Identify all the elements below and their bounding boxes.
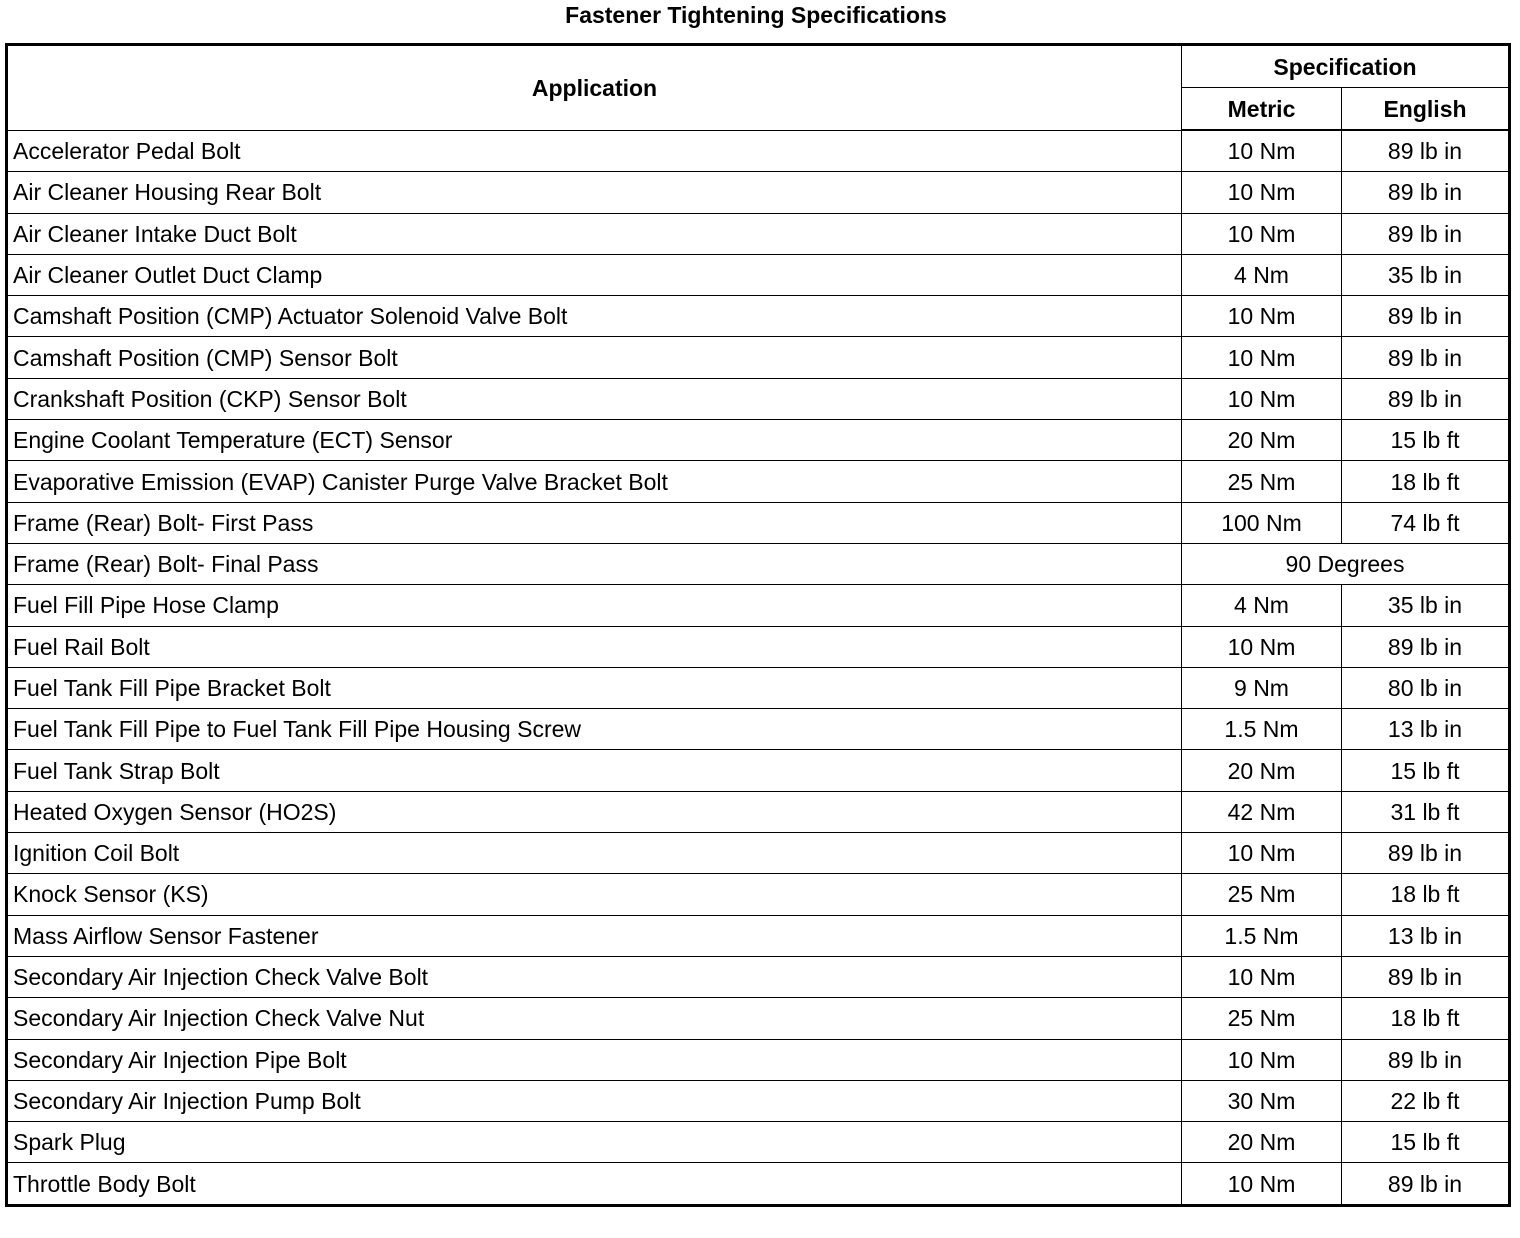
english-cell: 89 lb in bbox=[1342, 130, 1510, 172]
application-cell: Fuel Tank Fill Pipe to Fuel Tank Fill Pipe Housing Screw bbox=[7, 709, 1182, 750]
table-row bbox=[7, 956, 1510, 997]
english-cell: 89 lb in bbox=[1342, 956, 1510, 997]
application-cell: Secondary Air Injection Check Valve Bolt bbox=[7, 956, 1182, 997]
application-cell: Camshaft Position (CMP) Sensor Bolt bbox=[7, 337, 1182, 378]
metric-cell: 20 Nm bbox=[1182, 1122, 1342, 1163]
table-row bbox=[7, 1039, 1510, 1080]
application-cell: Throttle Body Bolt bbox=[7, 1163, 1182, 1205]
table-row bbox=[7, 1122, 1510, 1163]
metric-cell: 25 Nm bbox=[1182, 998, 1342, 1039]
table-row bbox=[7, 709, 1510, 750]
application-cell: Frame (Rear) Bolt- First Pass bbox=[7, 502, 1182, 543]
metric-cell: 10 Nm bbox=[1182, 130, 1342, 172]
application-cell: Camshaft Position (CMP) Actuator Solenoid Valve Bolt bbox=[7, 296, 1182, 337]
metric-cell: 10 Nm bbox=[1182, 378, 1342, 419]
table-row bbox=[7, 915, 1510, 956]
english-cell: 31 lb ft bbox=[1342, 791, 1510, 832]
table-row bbox=[7, 337, 1510, 378]
application-cell: Air Cleaner Outlet Duct Clamp bbox=[7, 254, 1182, 295]
metric-cell: 9 Nm bbox=[1182, 667, 1342, 708]
header-application: Application bbox=[7, 45, 1182, 131]
metric-cell: 10 Nm bbox=[1182, 1039, 1342, 1080]
table-row bbox=[7, 461, 1510, 502]
table-row bbox=[7, 667, 1510, 708]
application-cell: Fuel Fill Pipe Hose Clamp bbox=[7, 585, 1182, 626]
application-cell: Secondary Air Injection Pipe Bolt bbox=[7, 1039, 1182, 1080]
english-cell: 89 lb in bbox=[1342, 213, 1510, 254]
table-row bbox=[7, 874, 1510, 915]
metric-cell: 10 Nm bbox=[1182, 337, 1342, 378]
table-row bbox=[7, 750, 1510, 791]
application-cell: Fuel Tank Strap Bolt bbox=[7, 750, 1182, 791]
table-row bbox=[7, 172, 1510, 213]
metric-cell: 20 Nm bbox=[1182, 420, 1342, 461]
application-cell: Knock Sensor (KS) bbox=[7, 874, 1182, 915]
english-cell: 18 lb ft bbox=[1342, 998, 1510, 1039]
table-row bbox=[7, 791, 1510, 832]
application-cell: Frame (Rear) Bolt- Final Pass bbox=[7, 543, 1182, 584]
header-metric: Metric bbox=[1182, 88, 1342, 131]
table-body bbox=[7, 130, 1510, 1205]
table-row bbox=[7, 296, 1510, 337]
header-specification: Specification bbox=[1182, 45, 1510, 88]
table-row bbox=[7, 626, 1510, 667]
application-cell: Ignition Coil Bolt bbox=[7, 833, 1182, 874]
metric-cell: 25 Nm bbox=[1182, 874, 1342, 915]
application-cell: Fuel Tank Fill Pipe Bracket Bolt bbox=[7, 667, 1182, 708]
table-row bbox=[7, 213, 1510, 254]
table-row bbox=[7, 833, 1510, 874]
application-cell: Fuel Rail Bolt bbox=[7, 626, 1182, 667]
table-row bbox=[7, 130, 1510, 172]
metric-cell: 4 Nm bbox=[1182, 585, 1342, 626]
metric-cell: 25 Nm bbox=[1182, 461, 1342, 502]
application-cell: Mass Airflow Sensor Fastener bbox=[7, 915, 1182, 956]
english-cell: 89 lb in bbox=[1342, 296, 1510, 337]
english-cell: 22 lb ft bbox=[1342, 1080, 1510, 1121]
english-cell: 15 lb ft bbox=[1342, 1122, 1510, 1163]
english-cell: 18 lb ft bbox=[1342, 461, 1510, 502]
header-english: English bbox=[1342, 88, 1510, 131]
english-cell: 89 lb in bbox=[1342, 833, 1510, 874]
english-cell: 80 lb in bbox=[1342, 667, 1510, 708]
english-cell: 15 lb ft bbox=[1342, 750, 1510, 791]
english-cell: 35 lb in bbox=[1342, 254, 1510, 295]
metric-cell: 10 Nm bbox=[1182, 1163, 1342, 1205]
english-cell: 18 lb ft bbox=[1342, 874, 1510, 915]
metric-cell: 30 Nm bbox=[1182, 1080, 1342, 1121]
table-row bbox=[7, 1080, 1510, 1121]
specifications-table bbox=[5, 43, 1511, 1207]
metric-cell: 10 Nm bbox=[1182, 296, 1342, 337]
metric-cell: 100 Nm bbox=[1182, 502, 1342, 543]
english-cell: 13 lb in bbox=[1342, 709, 1510, 750]
page-title: Fastener Tightening Specifications bbox=[565, 2, 947, 28]
metric-cell: 20 Nm bbox=[1182, 750, 1342, 791]
application-cell: Secondary Air Injection Check Valve Nut bbox=[7, 998, 1182, 1039]
application-cell: Spark Plug bbox=[7, 1122, 1182, 1163]
english-cell: 89 lb in bbox=[1342, 337, 1510, 378]
application-cell: Engine Coolant Temperature (ECT) Sensor bbox=[7, 420, 1182, 461]
application-cell: Heated Oxygen Sensor (HO2S) bbox=[7, 791, 1182, 832]
table-row bbox=[7, 998, 1510, 1039]
english-cell: 35 lb in bbox=[1342, 585, 1510, 626]
table-row bbox=[7, 254, 1510, 295]
application-cell: Accelerator Pedal Bolt bbox=[7, 130, 1182, 172]
application-cell: Secondary Air Injection Pump Bolt bbox=[7, 1080, 1182, 1121]
metric-cell: 1.5 Nm bbox=[1182, 709, 1342, 750]
combined-spec-cell: 90 Degrees bbox=[1182, 543, 1510, 584]
metric-cell: 42 Nm bbox=[1182, 791, 1342, 832]
metric-cell: 1.5 Nm bbox=[1182, 915, 1342, 956]
table-row bbox=[7, 585, 1510, 626]
table-row bbox=[7, 543, 1510, 584]
table-row bbox=[7, 502, 1510, 543]
application-cell: Air Cleaner Intake Duct Bolt bbox=[7, 213, 1182, 254]
english-cell: 89 lb in bbox=[1342, 1163, 1510, 1205]
application-cell: Air Cleaner Housing Rear Bolt bbox=[7, 172, 1182, 213]
application-cell: Evaporative Emission (EVAP) Canister Purge Valve Bracket Bolt bbox=[7, 461, 1182, 502]
metric-cell: 10 Nm bbox=[1182, 626, 1342, 667]
metric-cell: 10 Nm bbox=[1182, 172, 1342, 213]
table-row bbox=[7, 1163, 1510, 1205]
metric-cell: 4 Nm bbox=[1182, 254, 1342, 295]
english-cell: 15 lb ft bbox=[1342, 420, 1510, 461]
english-cell: 89 lb in bbox=[1342, 1039, 1510, 1080]
english-cell: 74 lb ft bbox=[1342, 502, 1510, 543]
english-cell: 89 lb in bbox=[1342, 378, 1510, 419]
english-cell: 13 lb in bbox=[1342, 915, 1510, 956]
english-cell: 89 lb in bbox=[1342, 172, 1510, 213]
metric-cell: 10 Nm bbox=[1182, 213, 1342, 254]
english-cell: 89 lb in bbox=[1342, 626, 1510, 667]
table-row bbox=[7, 420, 1510, 461]
table-row bbox=[7, 378, 1510, 419]
table-header bbox=[7, 45, 1510, 131]
metric-cell: 10 Nm bbox=[1182, 956, 1342, 997]
application-cell: Crankshaft Position (CKP) Sensor Bolt bbox=[7, 378, 1182, 419]
metric-cell: 10 Nm bbox=[1182, 833, 1342, 874]
